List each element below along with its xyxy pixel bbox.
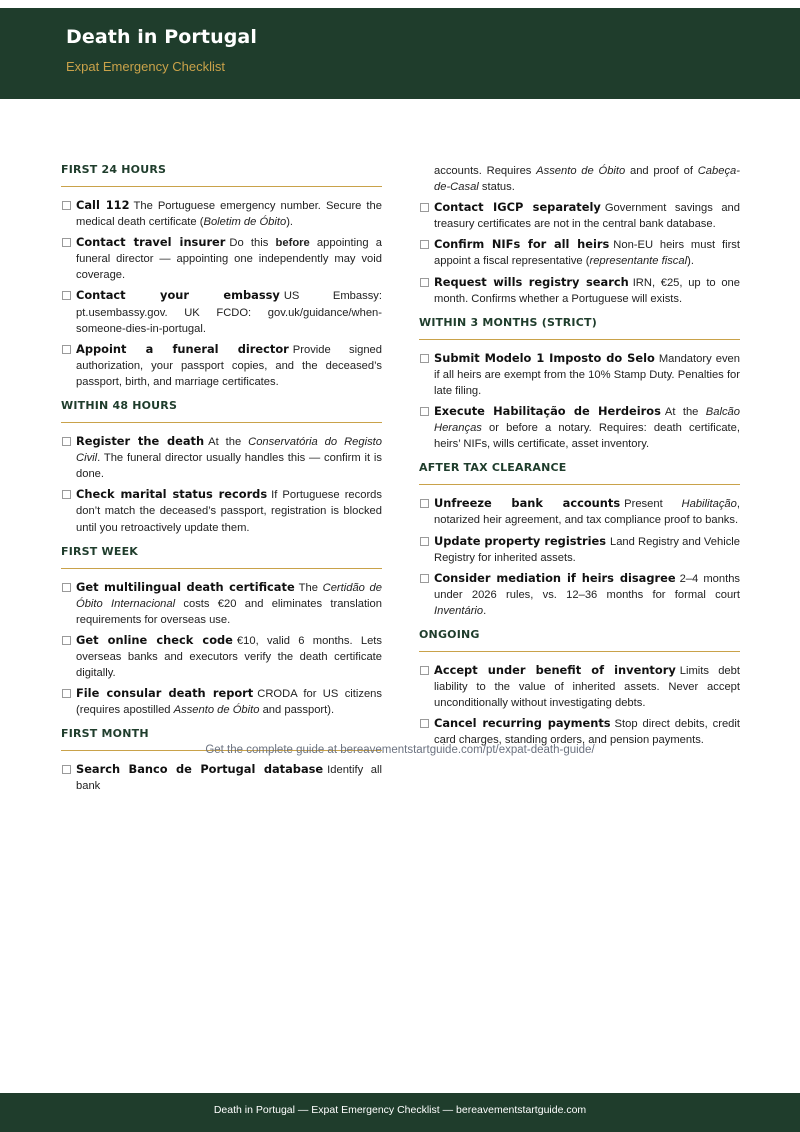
item-text-pre: Present (624, 498, 682, 511)
item-label: Request wills registry search (434, 274, 629, 289)
item-text: CRODA for US citizens (requires apostilled (76, 688, 382, 717)
item-text: The Portuguese emergency number. Secure the medical death certificate ( (76, 200, 382, 229)
item-text: costs €20 and eliminates translation requirements for overseas use. (76, 597, 382, 626)
item-emphasis: Boletim de Óbito (203, 216, 287, 229)
item-text-pre: At the (208, 436, 249, 449)
item-label: Call 112 (76, 198, 130, 212)
item-text: Provide signed authorization, your passport copies, and the deceased’s passport, birth, and marriage certificates. (76, 343, 383, 388)
item-label: Register the death (76, 434, 205, 449)
continuation-emphasis: Cabeça-de-Casal (434, 165, 740, 194)
checklist-item-habilitacao (419, 403, 740, 452)
checklist-item-travel-insurer (61, 234, 382, 283)
section-first-month (61, 727, 382, 794)
section-first-month-cont (419, 199, 740, 307)
checkbox[interactable] (420, 203, 429, 212)
page-header (0, 8, 800, 99)
checkbox[interactable] (420, 537, 429, 546)
item-label: Unfreeze bank accounts (434, 496, 621, 511)
checklist-item-banco-de-portugal (61, 761, 382, 794)
item-label: Submit Modelo 1 Imposto do Selo (434, 350, 655, 365)
section-after-tax-clearance (419, 461, 740, 619)
checklist-item-property-registries (419, 533, 740, 566)
item-label: Get multilingual death certificate (76, 579, 295, 594)
checkbox[interactable] (62, 345, 71, 354)
checkbox[interactable] (62, 238, 71, 247)
item-text: , notarized heir agreement, and tax compliance proof to banks. (434, 498, 740, 527)
checklist-item-embassy (61, 287, 382, 336)
item-text: Limits debt liability to the value of inherited assets. Never accept unconditionally without investigating debts. (434, 664, 740, 710)
item-label: File consular death report (76, 686, 254, 701)
item-continuation (419, 163, 740, 195)
checklist-item-marital-status (61, 486, 382, 535)
checklist-item-consular-report (61, 685, 382, 718)
item-emphasis: Inventário (434, 604, 484, 617)
section-heading: AFTER TAX CLEARANCE (419, 461, 740, 485)
item-text: Mandatory even if all heirs are exempt from the 10% Stamp Duty. Penalties for late filing. (434, 352, 741, 397)
right-column (419, 163, 740, 757)
item-text-pre: Do this (229, 237, 276, 250)
checkbox[interactable] (62, 437, 71, 446)
section-within-3-months (419, 316, 740, 453)
item-label: Check marital status records (76, 487, 268, 502)
section-within-48-hours (61, 399, 382, 536)
section-first-week (61, 545, 382, 719)
checklist-item-online-check-code (61, 632, 382, 681)
section-heading: FIRST WEEK (61, 545, 382, 569)
item-label: Consider mediation if heirs disagree (434, 570, 676, 585)
checkbox[interactable] (62, 765, 71, 774)
page-title: Death in Portugal (66, 26, 257, 48)
item-label: Contact travel insurer (76, 235, 226, 250)
checkbox[interactable] (420, 278, 429, 287)
item-text-after: and passport). (259, 704, 335, 717)
item-label: Contact IGCP separately (434, 200, 601, 215)
item-label: Execute Habilitação de Herdeiros (434, 404, 661, 419)
checkbox[interactable] (62, 583, 71, 592)
checkbox[interactable] (420, 574, 429, 583)
checkbox[interactable] (62, 201, 71, 210)
checkbox[interactable] (420, 499, 429, 508)
item-label: Search Banco de Portugal database (76, 762, 324, 777)
item-label: Get online check code (76, 632, 233, 647)
item-text: Non-EU heirs must first appoint a fiscal representative ( (434, 239, 740, 268)
section-first-24-hours (61, 163, 382, 390)
left-column (61, 163, 382, 804)
item-emphasis: Certidão de Óbito Internacional (76, 581, 382, 610)
item-text-after: . (483, 604, 487, 617)
section-heading: WITHIN 3 MONTHS (STRICT) (419, 316, 740, 340)
checkbox[interactable] (420, 240, 429, 249)
item-text-after: ). (286, 216, 294, 229)
checklist-item-nifs (419, 236, 740, 269)
item-label: Appoint a funeral director (76, 341, 289, 356)
item-text: 2–4 months under 2026 rules, vs. 12–36 months for formal court (434, 572, 741, 601)
item-text: IRN, €25, up to one month. Confirms whether a Portuguese will exists. (434, 276, 740, 305)
item-text: . The funeral director usually handles this — confirm it is done. (76, 452, 382, 481)
section-heading: ONGOING (419, 628, 740, 652)
item-text: If Portuguese records don’t match the deceased’s passport, registration is blocked until you retroactively update them. (76, 489, 382, 534)
guide-link[interactable]: Get the complete guide at bereavementstartguide.com/pt/expat-death-guide/ (205, 744, 595, 756)
checklist-item-benefit-of-inventory (419, 662, 740, 711)
item-label: Update property registries (434, 533, 606, 548)
continuation-text: status. (478, 181, 515, 194)
item-emphasis: Habilitação (681, 498, 737, 511)
continuation-emphasis: Assento de Óbito (536, 165, 626, 177)
item-label: Cancel recurring payments (434, 716, 611, 731)
item-text-pre: At the (664, 406, 706, 419)
item-label: Confirm NIFs for all heirs (434, 237, 610, 252)
checklist-item-modelo-1 (419, 350, 740, 399)
item-text: Government savings and treasury certificates are not in the central bank database. (434, 202, 740, 231)
checklist-item-call-112 (61, 197, 382, 230)
checkbox[interactable] (62, 636, 71, 645)
item-emphasis: Assento de Óbito (173, 704, 260, 717)
item-text: Stop direct debits, credit card charges, standing orders, and pension payments. (434, 718, 740, 747)
checklist-item-unfreeze-accounts (419, 495, 740, 528)
item-emphasis: Conservatória do Registo Civil (76, 436, 382, 465)
item-strong: before (275, 237, 310, 250)
item-text: Identify all bank (76, 764, 382, 793)
checkbox[interactable] (420, 719, 429, 728)
checkbox[interactable] (62, 291, 71, 300)
checklist-item-mediation (419, 570, 740, 619)
checklist-item-funeral-director (61, 341, 382, 390)
checkbox[interactable] (420, 354, 429, 363)
checklist-item-register-death (61, 433, 382, 482)
continuation-text: and proof of (625, 165, 698, 177)
checkbox[interactable] (62, 490, 71, 499)
checklist-item-wills-registry (419, 274, 740, 307)
page-subtitle: Expat Emergency Checklist (66, 59, 225, 74)
checkbox[interactable] (420, 407, 429, 416)
checkbox[interactable] (420, 666, 429, 675)
item-label: Accept under benefit of inventory (434, 662, 676, 677)
item-emphasis: Balcão Heranças (434, 406, 740, 435)
item-text-pre: The (298, 581, 323, 594)
item-emphasis: representante fiscal (589, 255, 688, 268)
item-label: Contact your embassy (76, 288, 280, 303)
section-heading: WITHIN 48 HOURS (61, 399, 382, 423)
item-text: appointing a funeral director — appointing one independently may void coverage. (76, 237, 382, 282)
section-heading: FIRST MONTH (61, 727, 382, 751)
continuation-text: accounts. Requires (434, 165, 537, 177)
checkbox[interactable] (62, 689, 71, 698)
item-text-after: ). (687, 255, 694, 268)
checklist-item-multilingual-certificate (61, 579, 382, 628)
section-ongoing (419, 628, 740, 748)
item-text: or before a notary. Requires: death certificate, heirs’ NIFs, wills certificate, asset inventory. (434, 422, 740, 451)
item-text: Land Registry and Vehicle Registry for inherited assets. (434, 535, 740, 564)
item-text: US Embassy: pt.usembassy.gov. UK FCDO: gov.uk/guidance/when-someone-dies-in-portugal. (76, 290, 383, 335)
page-footer: Death in Portugal — Expat Emergency Checklist — bereavementstartguide.com (0, 1093, 800, 1132)
item-text: €10, valid 6 months. Lets overseas banks and executors verify the death certificate digitally. (76, 634, 382, 680)
section-heading: FIRST 24 HOURS (61, 163, 382, 187)
checklist-item-igcp (419, 199, 740, 232)
